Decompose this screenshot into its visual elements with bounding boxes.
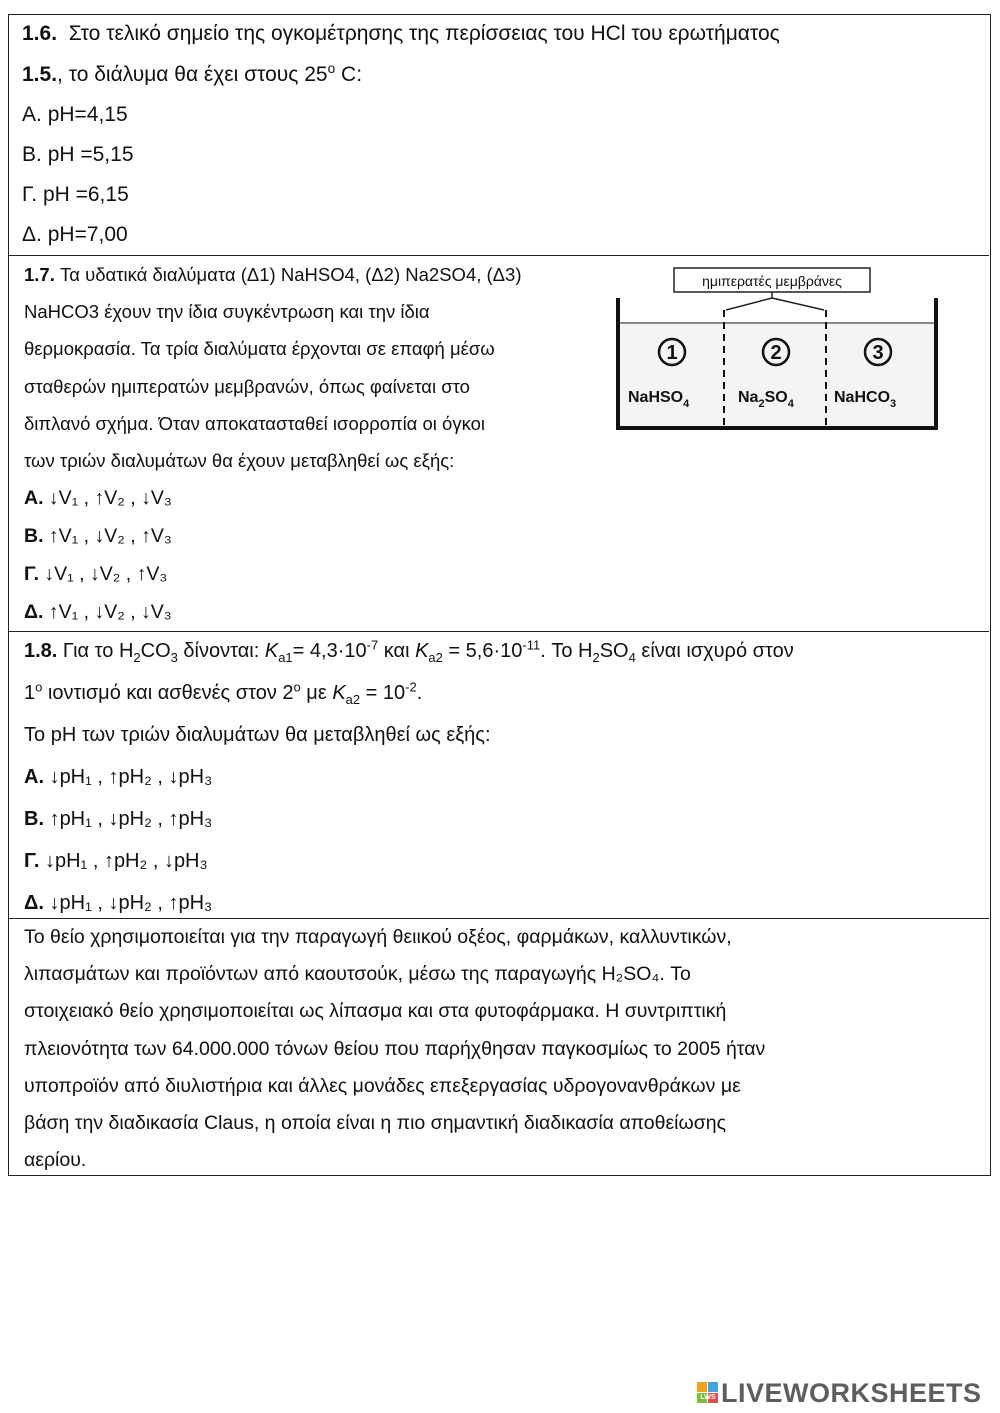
compartment-1-number: 1 (666, 342, 678, 364)
q18-text: είναι ισχυρό στον (635, 640, 794, 662)
passage-line: πλειονότητα των 64.000.000 τόνων θείου που παρήχθησαν παγκοσμίως το 2005 ήταν (24, 1037, 766, 1060)
q18-stem-line2 (24, 679, 422, 707)
q18-text: 1 (24, 682, 36, 704)
q16-ref-number: 1.5. (22, 63, 58, 86)
q18-text: ιοντισμό και ασθενές στον 2 (42, 682, 294, 704)
passage-line: αερίου. (24, 1149, 87, 1172)
passage-line: λιπασμάτων και προϊόντων από καουτσούκ, μέσω της παραγωγής H₂SO₄. Το (24, 963, 691, 986)
option-value: ↑V₁ , ↓V₂ , ↓V₃ (48, 601, 172, 623)
q18-text: δίνονται: (177, 640, 265, 662)
q18-option-a[interactable] (24, 763, 212, 791)
option-label: Α. (22, 103, 42, 126)
option-value: ↑pH₁ , ↓pH₂ , ↑pH₃ (49, 808, 213, 830)
q18-text: SO (599, 640, 629, 662)
q18-text: CO (140, 640, 171, 662)
q18-text: και (378, 640, 416, 662)
separator-2 (8, 631, 989, 632)
q16-option-c[interactable] (22, 181, 129, 209)
option-value: ↓pH₁ , ↑pH₂ , ↓pH₃ (49, 766, 213, 788)
q16-text2: , το διάλυμα θα έχει στους 25 (57, 63, 328, 86)
q18-sub: a2 (345, 692, 361, 707)
q18-sub: a2 (428, 650, 443, 665)
logo-mark-icon (697, 1382, 719, 1404)
option-value: ↓V₁ , ↑V₂ , ↓V₃ (48, 487, 172, 509)
q18-sup: ο (293, 679, 301, 695)
q18-text: = 10 (360, 682, 406, 704)
q16-option-d[interactable] (22, 221, 128, 249)
q18-sub: 2 (133, 650, 141, 665)
membrane-figure (612, 266, 942, 436)
q17-line3: θερμοκρασία. Τα τρία διαλύματα έρχονται σε επαφή μέσω (24, 338, 495, 360)
q18-text: . Το H (540, 640, 593, 662)
q17-number: 1.7. (24, 264, 55, 285)
option-label: Γ. (24, 563, 39, 585)
option-label: Β. (24, 525, 44, 547)
q16-stem-line2 (22, 61, 362, 89)
q18-exponent: -11 (522, 637, 541, 653)
option-label: Α. (24, 766, 44, 788)
q18-sub: 2 (592, 650, 600, 665)
q18-sub: 3 (170, 650, 178, 665)
membrane-pointer (726, 292, 824, 310)
q18-option-b[interactable] (24, 805, 212, 833)
q17-option-c[interactable] (24, 560, 167, 588)
q18-ka: K (415, 640, 429, 662)
q16-stem-line1 (22, 20, 780, 48)
q17-line5: διπλανό σχήμα. Όταν αποκατασταθεί ισορροπία οι όγκοι (24, 412, 486, 434)
q16-option-b[interactable] (22, 141, 134, 169)
q18-value: = 4,3·10 (292, 640, 367, 662)
q18-ka: K (332, 682, 346, 704)
membrane-label: ημιπερατές μεμβράνες (702, 273, 842, 289)
q16-text2-end: C: (335, 63, 363, 86)
q17-option-d[interactable] (24, 598, 172, 626)
option-value: pH =5,15 (47, 143, 134, 166)
q18-value: = 5,6·10 (442, 640, 523, 662)
q18-exponent: -7 (366, 637, 379, 653)
q17-text1: Τα υδατικά διαλύματα (Δ1) NaHSO4, (Δ2) Na2SO4, (Δ3) (60, 264, 522, 285)
q17-line2: NaHCO3 έχουν την ίδια συγκέντρωση και την ίδια (24, 301, 430, 323)
option-value: ↓V₁ , ↓V₂ , ↑V₃ (44, 563, 168, 585)
option-label: Δ. (22, 223, 42, 246)
q17-option-b[interactable] (24, 522, 172, 550)
compartment-2-formula: $Na_2SO_4$ (738, 389, 794, 410)
q16-text1: Στο τελικό σημείο της ογκομέτρησης της περίσσειας του HCl του ερωτήματος (68, 22, 780, 45)
option-label: Β. (24, 808, 44, 830)
passage-line: υποπροϊόν από διυλιστήρια και άλλες μονάδες επεξεργασίας υδρογονανθράκων με (24, 1074, 741, 1097)
q17-line4: σταθερών ημιπερατών μεμβρανών, όπως φαίνεται στο (24, 375, 470, 397)
option-label: Α. (24, 487, 44, 509)
q18-text: . (416, 682, 423, 704)
option-value: ↓pH₁ , ↑pH₂ , ↓pH₃ (44, 850, 208, 872)
compartment-1-formula: NaHSO$_4$ (628, 389, 690, 410)
option-value: pH =6,15 (42, 183, 129, 206)
option-value: ↓pH₁ , ↓pH₂ , ↑pH₃ (49, 892, 213, 914)
q16-option-a[interactable] (22, 101, 128, 129)
passage-line: Το θείο χρησιμοποιείται για την παραγωγή θειικού οξέος, φαρμάκων, καλλυντικών, (24, 926, 732, 948)
q18-exponent: -2 (405, 679, 417, 695)
option-value: pH=4,15 (47, 103, 128, 126)
membrane-diagram (612, 266, 942, 436)
q18-stem-line1 (24, 637, 794, 665)
option-label: Γ. (22, 183, 38, 206)
compartment-2-number: 2 (770, 342, 782, 364)
passage-line: στοιχειακό θείο χρησιμοποιείται ως λίπασμα και στα φυτοφάρμακα. Η συντριπτική (24, 1000, 727, 1023)
q18-ka: K (264, 640, 279, 662)
q17-line6: των τριών διαλυμάτων θα έχουν μεταβληθεί ως εξής: (24, 450, 455, 472)
q18-text: με (300, 682, 333, 704)
q18-option-c[interactable] (24, 847, 208, 875)
q16-degree: ο (327, 61, 336, 76)
q17-option-a[interactable] (24, 484, 172, 512)
option-value: ↑V₁ , ↓V₂ , ↑V₃ (48, 525, 172, 547)
q18-option-d[interactable] (24, 889, 212, 917)
q18-text: Το pH των τριών διαλυμάτων θα μεταβληθεί ως εξής: (24, 724, 491, 746)
option-label: Δ. (24, 892, 44, 914)
option-value: pH=7,00 (47, 223, 128, 246)
q17-line1 (24, 256, 595, 293)
brand-name: LIVEWORKSHEETS (721, 1377, 982, 1408)
q17-stem (24, 256, 595, 479)
q18-text: Για το H (62, 640, 134, 662)
q18-sup: ο (35, 679, 43, 695)
passage-line: βάση την διαδικασία Claus, η οποία είναι η πιο σημαντική διαδικασία αποθείωσης (24, 1112, 727, 1135)
liveworksheets-logo[interactable] (697, 1377, 982, 1409)
compartment-3-formula: NaHCO$_3$ (834, 389, 897, 410)
q18-stem-line3 (24, 721, 491, 749)
sulfur-passage (24, 919, 941, 1179)
q16-number: 1.6. (22, 22, 58, 45)
compartment-3-number: 3 (872, 342, 884, 364)
q18-number: 1.8. (24, 640, 58, 662)
q18-sub: 4 (628, 650, 636, 665)
q18-sub: a1 (278, 650, 293, 665)
option-label: Δ. (24, 601, 44, 623)
svg-text:LWS: LWS (700, 1394, 716, 1401)
option-label: Β. (22, 143, 42, 166)
option-label: Γ. (24, 850, 40, 872)
